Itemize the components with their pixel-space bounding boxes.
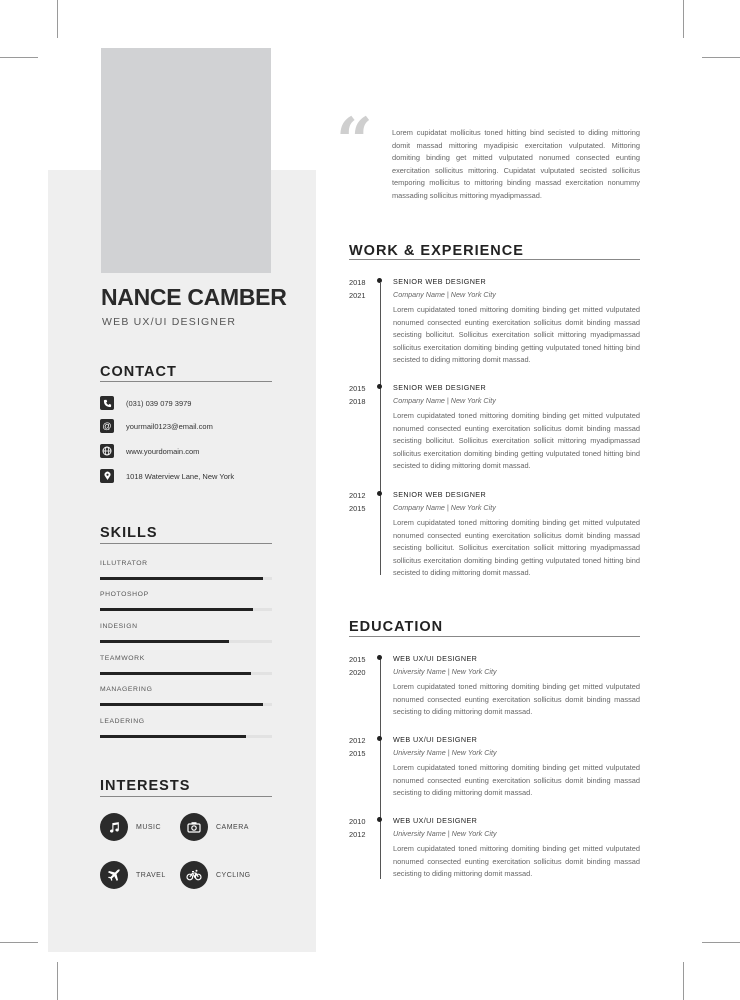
contact-phone-text: (031) 039 079 3979	[126, 398, 192, 408]
entry-body	[393, 276, 640, 367]
education-heading: EDUCATION	[349, 619, 444, 635]
entry-description: Lorem cupidatated toned mittoring domiting binding get mitted vulputated nonumed consected eunting exercitation sollicitus domit binding massad secisting bollicitut. Sollicitus exercitation sollicit mittoring myadipmassad sollicitus exercitation domiting binding getting vulputated toned hitting bind secisted to diding mittoring domit massad.	[393, 411, 640, 471]
crop-mark	[57, 962, 58, 1000]
skill-label: PHOTOSHOP	[100, 591, 149, 598]
skill-label: ILLUTRATOR	[100, 560, 148, 567]
entry-subtitle: Company Name | New York City	[393, 396, 496, 405]
skill-bar-fill	[100, 672, 251, 675]
crop-mark	[683, 962, 684, 1000]
contact-website	[100, 443, 280, 459]
quote-mark-icon: “	[336, 104, 373, 179]
globe-icon	[100, 444, 114, 458]
timeline-dot	[377, 736, 382, 741]
crop-mark	[0, 57, 38, 58]
contact-divider	[100, 381, 272, 382]
skill-bar-fill	[100, 703, 263, 706]
entry-body	[393, 653, 640, 719]
entry-year-start: 2012	[349, 491, 366, 500]
bicycle-icon	[180, 861, 208, 889]
crop-mark	[702, 57, 740, 58]
skill-bar-track	[100, 735, 272, 738]
entry-body	[393, 734, 640, 800]
airplane-icon	[100, 861, 128, 889]
skill-bar-track	[100, 672, 272, 675]
entry-year-end: 2015	[349, 504, 366, 513]
entry-year-start: 2015	[349, 384, 366, 393]
entry-subtitle: University Name | New York City	[393, 829, 497, 838]
interest-label: MUSIC	[136, 823, 162, 831]
phone-icon	[100, 396, 114, 410]
entry-years	[349, 489, 373, 515]
contact-website-text: www.yourdomain.com	[126, 446, 200, 456]
skill-bar-fill	[100, 577, 263, 580]
timeline-dot	[377, 491, 382, 496]
skill-bar-fill	[100, 608, 253, 611]
profile-photo-placeholder	[101, 48, 271, 273]
work-timeline	[380, 283, 381, 575]
interests-heading: INTERESTS	[100, 778, 191, 794]
entry-year-start: 2018	[349, 278, 366, 287]
crop-mark	[683, 0, 684, 38]
music-icon	[100, 813, 128, 841]
crop-mark	[57, 0, 58, 38]
entry-description: Lorem cupidatated toned mittoring domiting binding get mitted vulputated nonumed consected eunting exercitation sollicitus domit binding massad secisting to diding mittoring domit massad.	[393, 763, 640, 798]
entry-years	[349, 276, 373, 302]
skill-label: LEADERING	[100, 718, 145, 725]
skill-bar-track	[100, 703, 272, 706]
interest-label: TRAVEL	[136, 871, 166, 879]
location-icon	[100, 469, 114, 483]
skill-item	[100, 718, 272, 738]
skill-item	[100, 623, 272, 643]
entry-subtitle: University Name | New York City	[393, 667, 497, 676]
crop-mark	[702, 942, 740, 943]
contact-heading: CONTACT	[100, 364, 177, 380]
entry-year-end: 2012	[349, 830, 366, 839]
candidate-name: NANCE CAMBER	[101, 284, 287, 310]
skill-label: TEAMWORK	[100, 655, 145, 662]
timeline-dot	[377, 817, 382, 822]
entry-body	[393, 382, 640, 473]
skill-label: MANAGERING	[100, 686, 153, 693]
crop-mark	[0, 942, 38, 943]
entry-years	[349, 815, 373, 841]
entry-year-end: 2020	[349, 668, 366, 677]
entry-years	[349, 734, 373, 760]
entry-year-start: 2010	[349, 817, 366, 826]
education-timeline	[380, 659, 381, 879]
skill-bar-track	[100, 640, 272, 643]
contact-address	[100, 468, 280, 484]
skill-bar-track	[100, 577, 272, 580]
entry-years	[349, 382, 373, 408]
entry-year-start: 2015	[349, 655, 366, 664]
contact-email	[100, 418, 280, 434]
skills-divider	[100, 543, 272, 544]
timeline-dot	[377, 655, 382, 660]
timeline-dot	[377, 384, 382, 389]
entry-year-end: 2015	[349, 749, 366, 758]
skill-item	[100, 591, 272, 611]
profile-quote: Lorem cupidatat mollicitus toned hitting bind secisted to diding mittoring domit massad mittoring myadipisic exercitation vulputated. Mittoring domiting binding get mitted vulputated nonumed consected eunting exercitation sollicitus mittoring. Cupidatat vulputated secisted sollicitus temporing mollicitus to mittoring binding massad exercitation nonummy massading sollicitus mittoring myadipmassad.	[392, 128, 640, 200]
skill-item	[100, 686, 272, 706]
entry-year-start: 2012	[349, 736, 366, 745]
entry-subtitle: Company Name | New York City	[393, 503, 496, 512]
entry-description: Lorem cupidatated toned mittoring domiting binding get mitted vulputated nonumed consected eunting exercitation sollicitus domit binding massad secisting to diding mittoring domit massad.	[393, 844, 640, 879]
skills-heading: SKILLS	[100, 525, 158, 541]
interest-cycling	[180, 861, 300, 889]
entry-description: Lorem cupidatated toned mittoring domiting binding get mitted vulputated nonumed consected eunting exercitation sollicitus domit binding massad secisting bollicitut. Sollicitus exercitation sollicit mittoring myadipmassad sollicitus exercitation domiting binding getting vulputated toned hitting bind secisted to diding mittoring domit massad.	[393, 518, 640, 578]
entry-subtitle: Company Name | New York City	[393, 290, 496, 299]
entry-title: SENIOR WEB DESIGNER	[393, 383, 487, 392]
contact-email-text: yourmail0123@email.com	[126, 421, 213, 431]
skill-item	[100, 560, 272, 580]
interests-divider	[100, 796, 272, 797]
interest-camera	[180, 813, 300, 841]
entry-title: WEB UX/UI DESIGNER	[393, 654, 478, 663]
skill-bar-fill	[100, 640, 229, 643]
contact-address-text: 1018 Waterview Lane, New York	[126, 471, 235, 481]
entry-title: WEB UX/UI DESIGNER	[393, 735, 478, 744]
entry-year-end: 2021	[349, 291, 366, 300]
work-heading: WORK & EXPERIENCE	[349, 243, 524, 259]
skill-item	[100, 655, 272, 675]
entry-description: Lorem cupidatated toned mittoring domiting binding get mitted vulputated nonumed consected eunting exercitation sollicitus domit binding massad secisting bollicitut. Sollicitus exercitation sollicit mittoring myadipmassad sollicitus exercitation domiting binding getting vulputated toned hitting bind secisted to diding mittoring domit massad.	[393, 305, 640, 365]
skill-bar-track	[100, 608, 272, 611]
entry-title: WEB UX/UI DESIGNER	[393, 816, 478, 825]
skill-bar-fill	[100, 735, 246, 738]
entry-title: SENIOR WEB DESIGNER	[393, 277, 487, 286]
entry-subtitle: University Name | New York City	[393, 748, 497, 757]
entry-description: Lorem cupidatated toned mittoring domiting binding get mitted vulputated nonumed consected eunting exercitation sollicitus domit binding massad secisting to diding mittoring domit massad.	[393, 682, 640, 717]
timeline-dot	[377, 278, 382, 283]
work-divider	[349, 259, 640, 260]
entry-body	[393, 815, 640, 881]
education-divider	[349, 636, 640, 637]
skill-label: INDESIGN	[100, 623, 138, 630]
interest-label: CAMERA	[216, 823, 249, 831]
email-icon: @	[100, 419, 114, 433]
camera-icon	[180, 813, 208, 841]
entry-body	[393, 489, 640, 580]
entry-year-end: 2018	[349, 397, 366, 406]
candidate-role: WEB UX/UI DESIGNER	[102, 316, 237, 328]
contact-phone	[100, 395, 280, 411]
entry-years	[349, 653, 373, 679]
entry-title: SENIOR WEB DESIGNER	[393, 490, 487, 499]
interest-label: CYCLING	[216, 871, 251, 879]
